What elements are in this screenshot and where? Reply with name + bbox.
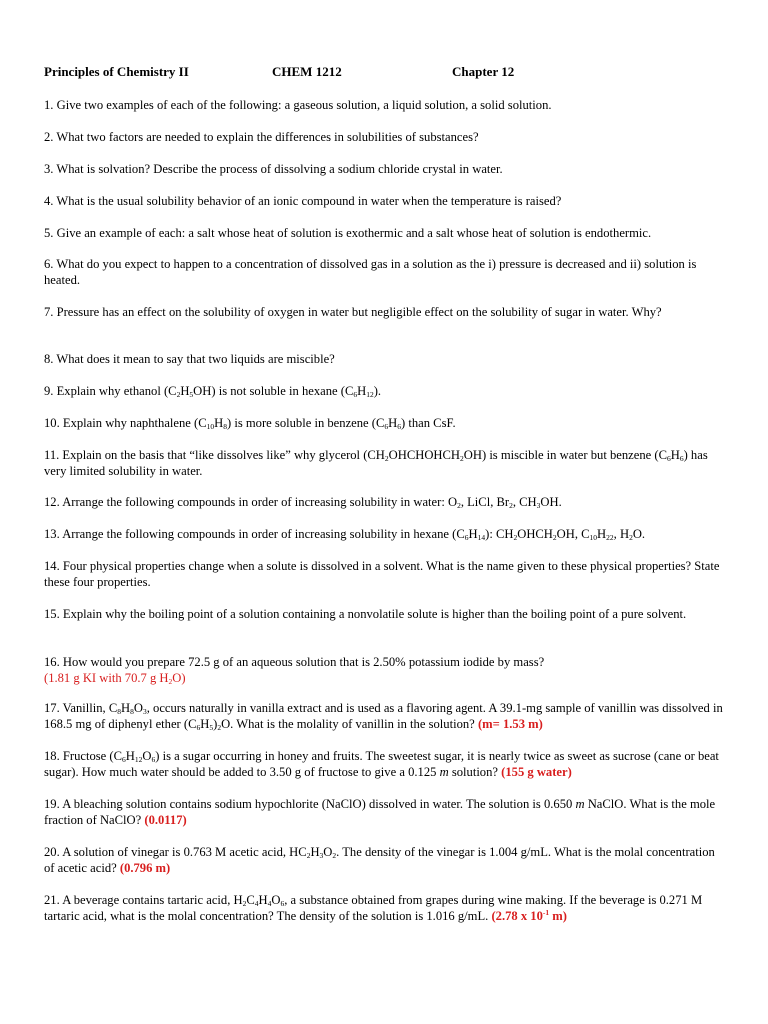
- question-1: 1. Give two examples of each of the following: a gaseous solution, a liquid solution, a solid solution.: [44, 98, 552, 112]
- answer-18: (155 g water): [501, 765, 572, 779]
- question-4: 4. What is the usual solubility behavior of an ionic compound in water when the temperature is raised?: [44, 194, 562, 208]
- answer-17: (m= 1.53 m): [477, 717, 543, 731]
- question-14: 14. Four physical properties change when a solute is dissolved in a solvent. What is the name given to these physical properties? State these four properties.: [44, 559, 720, 589]
- question-3: 3. What is solvation? Describe the process of dissolving a sodium chloride crystal in water.: [44, 162, 503, 176]
- question-21: 21. A beverage contains tartaric acid, $H_2C_4H_4O_6$, a substance obtained from grapes during wine making. If the beverage is 0.271 M tartaric acid, what is the molal concentration? The density of the solution is 1.016 g/mL. (2.78 x $10^{-1}$ m): [44, 893, 703, 923]
- answer-21: (2.78 x $10^{-1}$ m): [491, 908, 567, 923]
- answer-16: (1.81 g KI with 70.7 g $H_2O$): [44, 671, 186, 686]
- question-12: 12. Arrange the following compounds in order of increasing solubility in water: $O_2$, LiCl, $Br_2$, $CH_3OH$.: [44, 495, 562, 510]
- question-5: 5. Give an example of each: a salt whose heat of solution is exothermic and a salt whose heat of solution is endothermic.: [44, 226, 652, 240]
- question-7: 7. Pressure has an effect on the solubility of oxygen in water but negligible effect on the solubility of sugar in water. Why?: [44, 305, 662, 319]
- question-17: 17. Vanillin, $C_8H_8O_3$, occurs naturally in vanilla extract and is used as a flavoring agent. A 39.1-mg sample of vanillin was dissolved in 168.5 mg of diphenyl ether $(C_6H_5)_2O$. What is the molality of vanillin in the solution? (m= 1.53 m): [44, 701, 723, 732]
- question-15: 15. Explain why the boiling point of a solution containing a nonvolatile solute is higher than the boiling point of a pure solvent.: [44, 607, 687, 621]
- question-10: 10. Explain why naphthalene $(C_{10}H_8)$ is more soluble in benzene $(C_6H_6)$ than CsF.: [44, 416, 456, 431]
- answer-20: (0.796 m): [119, 861, 171, 875]
- question-8: 8. What does it mean to say that two liquids are miscible?: [44, 352, 335, 366]
- question-11: 11. Explain on the basis that “like dissolves like” why glycerol $(CH_2OHCHOHCH_2OH)$ is miscible in water but benzene $(C_6H_6)$ has very limited solubility in water.: [44, 448, 708, 478]
- course-code: CHEM 1212: [272, 64, 342, 79]
- answer-19: (0.0117): [144, 813, 187, 827]
- question-6: 6. What do you expect to happen to a concentration of dissolved gas in a solution as the i) pressure is decreased and ii) solution is heated.: [44, 257, 697, 287]
- question-18: 18. Fructose $(C_6H_{12}O_6)$ is a sugar occurring in honey and fruits. The sweetest sugar, it is nearly twice as sweet as sucrose (cane or beat sugar). How much water should be added to 3.50 g of fructose to give a 0.125 m solution? (155 g water): [44, 749, 719, 779]
- course-title: Principles of Chemistry II: [44, 64, 189, 79]
- question-2: 2. What two factors are needed to explain the differences in solubilities of substances?: [44, 130, 479, 144]
- worksheet-header: [44, 64, 734, 82]
- question-9: 9. Explain why ethanol $(C_2H_5OH)$ is not soluble in hexane $(C_6H_{12})$.: [44, 384, 382, 399]
- chapter-label: Chapter 12: [452, 64, 515, 79]
- question-20: 20. A solution of vinegar is 0.763 M acetic acid, $HC_2H_3O_2$. The density of the vinegar is 1.004 g/mL. What is the molal concentration of acetic acid? (0.796 m): [44, 845, 715, 875]
- question-19: 19. A bleaching solution contains sodium hypochlorite (NaClO) dissolved in water. The solution is 0.650 m NaClO. What is the mole fraction of NaClO? (0.0117): [44, 797, 716, 827]
- question-16: 16. How would you prepare 72.5 g of an aqueous solution that is 2.50% potassium iodide by mass? (1.81 g KI with 70.7 g $H_2O$): [44, 655, 545, 686]
- question-13: 13. Arrange the following compounds in order of increasing solubility in hexane $(C_6H_{14})$: $CH_2OHCH_2OH$, $C_{10}H_{22}$, $H_2O$.: [44, 527, 646, 542]
